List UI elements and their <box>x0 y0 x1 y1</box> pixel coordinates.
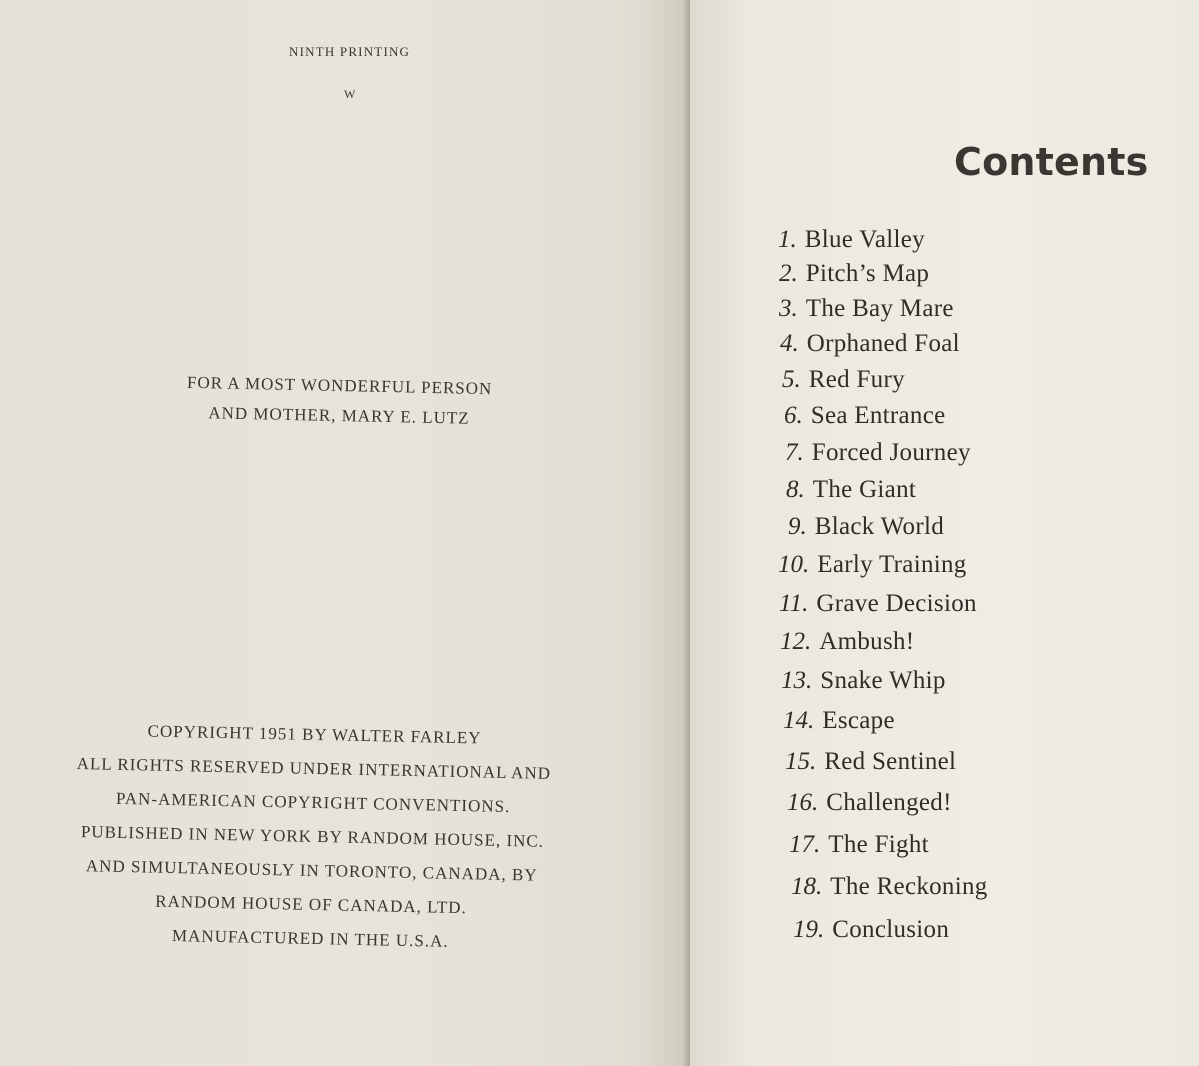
chapter-number: 19. <box>793 916 825 943</box>
chapter-title: The Reckoning <box>830 873 988 900</box>
chapter-title: The Fight <box>828 831 929 858</box>
chapter-number: 17. <box>789 831 821 858</box>
toc-item <box>784 402 946 430</box>
toc-item <box>780 628 914 656</box>
chapter-title: Early Training <box>817 551 967 578</box>
chapter-number: 13. <box>781 667 813 694</box>
toc-item <box>778 551 967 579</box>
chapter-number: 3. <box>779 295 798 322</box>
copyright-line: RANDOM HOUSE OF CANADA, LTD. <box>155 891 468 918</box>
copyright-line: AND SIMULTANEOUSLY IN TORONTO, CANADA, BY <box>85 856 538 885</box>
chapter-title: Forced Journey <box>811 439 971 466</box>
chapter-title: Red Sentinel <box>824 748 957 775</box>
printing-line: NINTH PRINTING <box>289 44 411 59</box>
chapter-number: 10. <box>778 551 810 578</box>
toc-item <box>787 789 952 817</box>
copyright-line: COPYRIGHT 1951 BY WALTER FARLEY <box>147 721 482 748</box>
toc-item <box>782 366 905 394</box>
chapter-title: Escape <box>822 707 895 734</box>
toc-item <box>779 590 977 618</box>
toc-item <box>785 748 956 776</box>
copyright-line: PUBLISHED IN NEW YORK BY RANDOM HOUSE, INC. <box>80 822 545 851</box>
chapter-title: Blue Valley <box>804 226 925 253</box>
toc-item <box>791 873 988 901</box>
chapter-number: 14. <box>783 707 815 734</box>
toc-item <box>785 439 971 467</box>
chapter-number: 18. <box>791 873 823 900</box>
toc-item <box>789 831 929 859</box>
dedication-line: FOR A MOST WONDERFUL PERSON <box>186 372 493 399</box>
chapter-title: Challenged! <box>826 789 952 816</box>
chapter-number: 1. <box>778 226 797 253</box>
chapter-number: 9. <box>788 513 807 540</box>
contents-heading: Contents <box>954 140 1149 184</box>
chapter-number: 4. <box>780 330 799 357</box>
chapter-number: 8. <box>786 476 805 503</box>
chapter-number: 15. <box>785 748 817 775</box>
chapter-number: 2. <box>779 260 798 287</box>
chapter-title: Black World <box>814 513 945 540</box>
copyright-line: PAN-AMERICAN COPYRIGHT CONVENTIONS. <box>115 788 511 817</box>
chapter-title: Pitch’s Map <box>805 260 930 287</box>
chapter-number: 5. <box>782 366 801 393</box>
toc-item <box>779 295 954 323</box>
toc-item <box>783 707 895 735</box>
toc-item <box>781 667 946 695</box>
toc-item <box>778 226 925 254</box>
chapter-title: Grave Decision <box>816 590 977 617</box>
chapter-title: Red Fury <box>808 366 905 393</box>
chapter-title: Snake Whip <box>820 667 946 694</box>
toc-item <box>779 260 929 288</box>
chapter-title: Orphaned Foal <box>806 330 960 357</box>
copyright-line: MANUFACTURED IN THE U.S.A. <box>171 926 449 951</box>
chapter-number: 16. <box>787 789 819 816</box>
dedication-line: AND MOTHER, MARY E. LUTZ <box>208 403 470 428</box>
copyright-line: ALL RIGHTS RESERVED UNDER INTERNATIONAL AND <box>76 753 552 783</box>
toc-item <box>788 513 944 541</box>
toc-item <box>786 476 916 504</box>
chapter-number: 6. <box>784 402 803 429</box>
chapter-number: 12. <box>780 628 812 655</box>
chapter-title: The Bay Mare <box>805 295 954 322</box>
publisher-mark: W <box>344 87 357 101</box>
chapter-title: The Giant <box>812 476 917 503</box>
chapter-title: Ambush! <box>819 628 915 655</box>
chapter-title: Sea Entrance <box>810 402 946 429</box>
chapter-title: Conclusion <box>832 916 950 943</box>
toc-item <box>780 330 960 358</box>
toc-item <box>793 916 949 944</box>
chapter-number: 7. <box>785 439 804 466</box>
chapter-number: 11. <box>779 590 809 617</box>
